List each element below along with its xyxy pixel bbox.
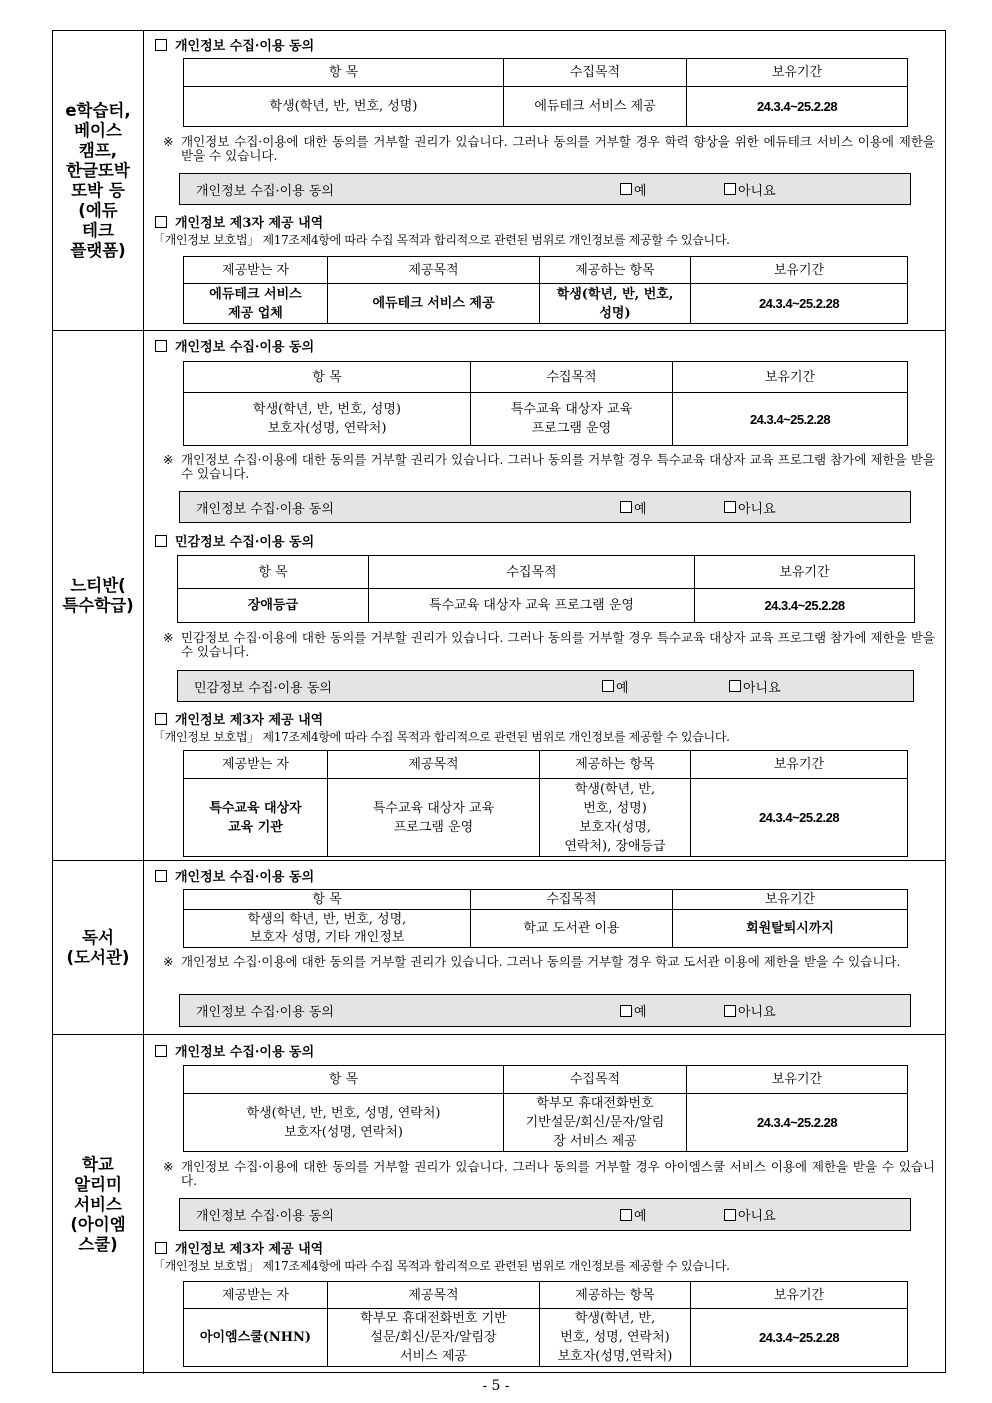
consent-no[interactable]: 아니요 [729,671,781,701]
col-purpose: 수집목적 [471,890,673,910]
col-period: 보유기간 [691,751,908,779]
heading-checkbox[interactable] [155,1242,167,1254]
section-school-alimi [53,1035,945,1374]
cell-period: 24.3.4~25.2.28 [691,1309,908,1367]
yes-checkbox[interactable] [620,1005,632,1017]
col-purpose: 수집목적 [504,1066,687,1094]
section-label: 독서 (도서관) [53,861,144,1034]
third-party-table [183,256,908,324]
col-provide-items: 제공하는 항목 [540,257,691,284]
col-period: 보유기간 [673,362,908,393]
col-period: 보유기간 [673,890,908,910]
cell-provide-items: 학생(학년, 반, 번호, 성명) [540,284,691,324]
cell-provide-purpose: 학부모 휴대전화번호 기반 설문/회신/문자/알림장 서비스 제공 [328,1309,540,1367]
col-provide-purpose: 제공목적 [328,1282,540,1309]
refusal-note: ※ 개인정보 수집·이용에 대한 동의를 거부할 권리가 있습니다. 그러나 동의를 거부할 경우 아이엠스쿨 서비스 이용에 제한을 받을 수 있습니다. [163,1159,935,1188]
col-receiver: 제공받는 자 [184,257,328,284]
refusal-note: ※ 개인정보 수집·이용에 대한 동의를 거부할 권리가 있습니다. 그러나 동의를 거부할 경우 학력 향상을 위한 에듀테크 서비스 이용에 제한을 받을 수 있습니다. [163,134,935,163]
col-item: 항 목 [184,59,504,87]
yes-checkbox[interactable] [620,501,632,513]
col-purpose: 수집목적 [369,556,695,589]
consent-yes[interactable]: 예 [620,492,647,522]
section-edutech [53,31,945,331]
consent-form [52,30,946,1373]
third-party-heading: 개인정보 제3자 제공 내역 [155,1238,323,1257]
section-label: 느티반( 특수학급) [53,331,144,860]
no-checkbox[interactable] [724,1209,736,1221]
third-party-heading: 개인정보 제3자 제공 내역 [155,212,323,231]
section-label: e학습터, 베이스 캠프, 한글또박 또박 등 (에듀 테크 플랫폼) [53,31,144,330]
page-number: - 5 - [482,1378,510,1394]
section-label: 학교 알리미 서비스 (아이엠 스쿨) [53,1035,144,1374]
consent-bar: 개인정보 수집·이용 동의 예 아니요 [179,491,911,523]
third-party-basis: 「개인정보 보호법」 제17조제4항에 따라 수집 목적과 합리적으로 관련된 범위로 개인정보를 제공할 수 있습니다. [153,233,730,247]
cell-purpose: 특수교육 대상자 교육 프로그램 운영 [369,589,695,623]
heading-checkbox[interactable] [155,216,167,228]
refusal-note: ※ 개인정보 수집·이용에 대한 동의를 거부할 권리가 있습니다. 그러나 동의를 거부할 경우 특수교육 대상자 교육 프로그램 참가에 제한을 받을 수 있습니다. [163,452,935,481]
consent-no[interactable]: 아니요 [724,174,776,204]
cell-purpose: 학부모 휴대전화번호 기반설문/회신/문자/알림 장 서비스 제공 [504,1094,687,1152]
third-party-table [183,750,908,857]
consent-yes[interactable]: 예 [620,1199,647,1230]
cell-provide-purpose: 에듀테크 서비스 제공 [328,284,540,324]
col-provide-purpose: 제공목적 [328,257,540,284]
cell-period: 24.3.4~25.2.28 [673,393,908,446]
collect-heading: 개인정보 수집·이용 동의 [155,866,314,885]
cell-item: 학생(학년, 반, 번호, 성명) [184,87,504,127]
consent-yes[interactable]: 예 [602,671,629,701]
sensitive-refusal-note: ※ 민감정보 수집·이용에 대한 동의를 거부할 권리가 있습니다. 그러나 동의를 거부할 경우 특수교육 대상자 교육 프로그램 참가에 제한을 받을 수 있습니다. [163,630,935,659]
consent-no[interactable]: 아니요 [724,492,776,522]
cell-period: 24.3.4~25.2.28 [687,87,908,127]
heading-checkbox[interactable] [155,340,167,352]
cell-purpose: 특수교육 대상자 교육 프로그램 운영 [471,393,673,446]
col-receiver: 제공받는 자 [184,751,328,779]
sensitive-heading: 민감정보 수집·이용 동의 [155,531,314,550]
yes-checkbox[interactable] [620,1209,632,1221]
cell-provide-items: 학생(학년, 반, 번호, 성명, 연락처) 보호자(성명,연락처) [540,1309,691,1367]
consent-yes[interactable]: 예 [620,995,647,1026]
third-party-basis: 「개인정보 보호법」 제17조제4항에 따라 수집 목적과 합리적으로 관련된 범위로 개인정보를 제공할 수 있습니다. [153,1259,730,1273]
cell-purpose: 에듀테크 서비스 제공 [504,87,687,127]
col-item: 항 목 [184,1066,504,1094]
yes-checkbox[interactable] [602,680,614,692]
section-special-class [53,331,945,861]
cell-item: 학생(학년, 반, 번호, 성명) 보호자(성명, 연락처) [184,393,471,446]
col-provide-items: 제공하는 항목 [540,1282,691,1309]
section-library [53,861,945,1035]
sensitive-consent-bar: 민감정보 수집·이용 동의 예 아니요 [177,670,914,702]
cell-provide-items: 학생(학년, 반, 번호, 성명) 보호자(성명, 연락처), 장애등급 [540,779,691,857]
col-period: 보유기간 [687,1066,908,1094]
no-checkbox[interactable] [724,183,736,195]
heading-checkbox[interactable] [155,713,167,725]
col-period: 보유기간 [691,257,908,284]
sensitive-table [177,555,915,623]
cell-item: 학생의 학년, 반, 번호, 성명, 보호자 성명, 기타 개인정보 [184,910,471,948]
col-receiver: 제공받는 자 [184,1282,328,1309]
col-item: 항 목 [184,362,471,393]
consent-bar: 개인정보 수집·이용 동의 예 아니요 [179,1198,911,1231]
consent-no[interactable]: 아니요 [724,1199,776,1230]
collect-heading: 개인정보 수집·이용 동의 [155,1041,314,1060]
col-item: 항 목 [178,556,369,589]
consent-bar: 개인정보 수집·이용 동의 예 아니요 [179,994,911,1027]
no-checkbox[interactable] [724,1005,736,1017]
cell-item: 학생(학년, 반, 번호, 성명, 연락처) 보호자(성명, 연락처) [184,1094,504,1152]
col-period: 보유기간 [691,1282,908,1309]
col-period: 보유기간 [695,556,915,589]
heading-checkbox[interactable] [155,870,167,882]
cell-period: 24.3.4~25.2.28 [691,284,908,324]
collect-heading: 개인정보 수집·이용 동의 [155,35,314,54]
collect-heading: 개인정보 수집·이용 동의 [155,336,314,355]
cell-purpose: 학교 도서관 이용 [471,910,673,948]
cell-receiver: 특수교육 대상자 교육 기관 [184,779,328,857]
cell-receiver: 에듀테크 서비스 제공 업체 [184,284,328,324]
cell-provide-purpose: 특수교육 대상자 교육 프로그램 운영 [328,779,540,857]
cell-period: 24.3.4~25.2.28 [691,779,908,857]
consent-bar: 개인정보 수집·이용 동의 예 아니요 [179,173,911,205]
yes-checkbox[interactable] [620,183,632,195]
col-provide-items: 제공하는 항목 [540,751,691,779]
cell-period: 24.3.4~25.2.28 [695,589,915,623]
col-purpose: 수집목적 [471,362,673,393]
cell-period: 24.3.4~25.2.28 [687,1094,908,1152]
third-party-table [183,1281,908,1367]
refusal-note: ※ 개인정보 수집·이용에 대한 동의를 거부할 권리가 있습니다. 그러나 동의를 거부할 경우 학교 도서관 이용에 제한을 받을 수 있습니다. [163,954,901,969]
heading-checkbox[interactable] [155,1045,167,1057]
cell-item: 장애등급 [178,589,369,623]
col-provide-purpose: 제공목적 [328,751,540,779]
consent-yes[interactable]: 예 [620,174,647,204]
cell-period: 회원탈퇴시까지 [673,910,908,948]
consent-no[interactable]: 아니요 [724,995,776,1026]
col-purpose: 수집목적 [504,59,687,87]
col-item: 항 목 [184,890,471,910]
third-party-heading: 개인정보 제3자 제공 내역 [155,709,323,728]
cell-receiver: 아이엠스쿨(NHN) [184,1309,328,1367]
collect-table [183,361,908,446]
col-period: 보유기간 [687,59,908,87]
no-checkbox[interactable] [724,501,736,513]
no-checkbox[interactable] [729,680,741,692]
collect-table [183,58,908,127]
collect-table [183,1065,908,1152]
heading-checkbox[interactable] [155,535,167,547]
third-party-basis: 「개인정보 보호법」 제17조제4항에 따라 수집 목적과 합리적으로 관련된 범위로 개인정보를 제공할 수 있습니다. [153,730,730,744]
heading-checkbox[interactable] [155,39,167,51]
collect-table [183,889,908,948]
